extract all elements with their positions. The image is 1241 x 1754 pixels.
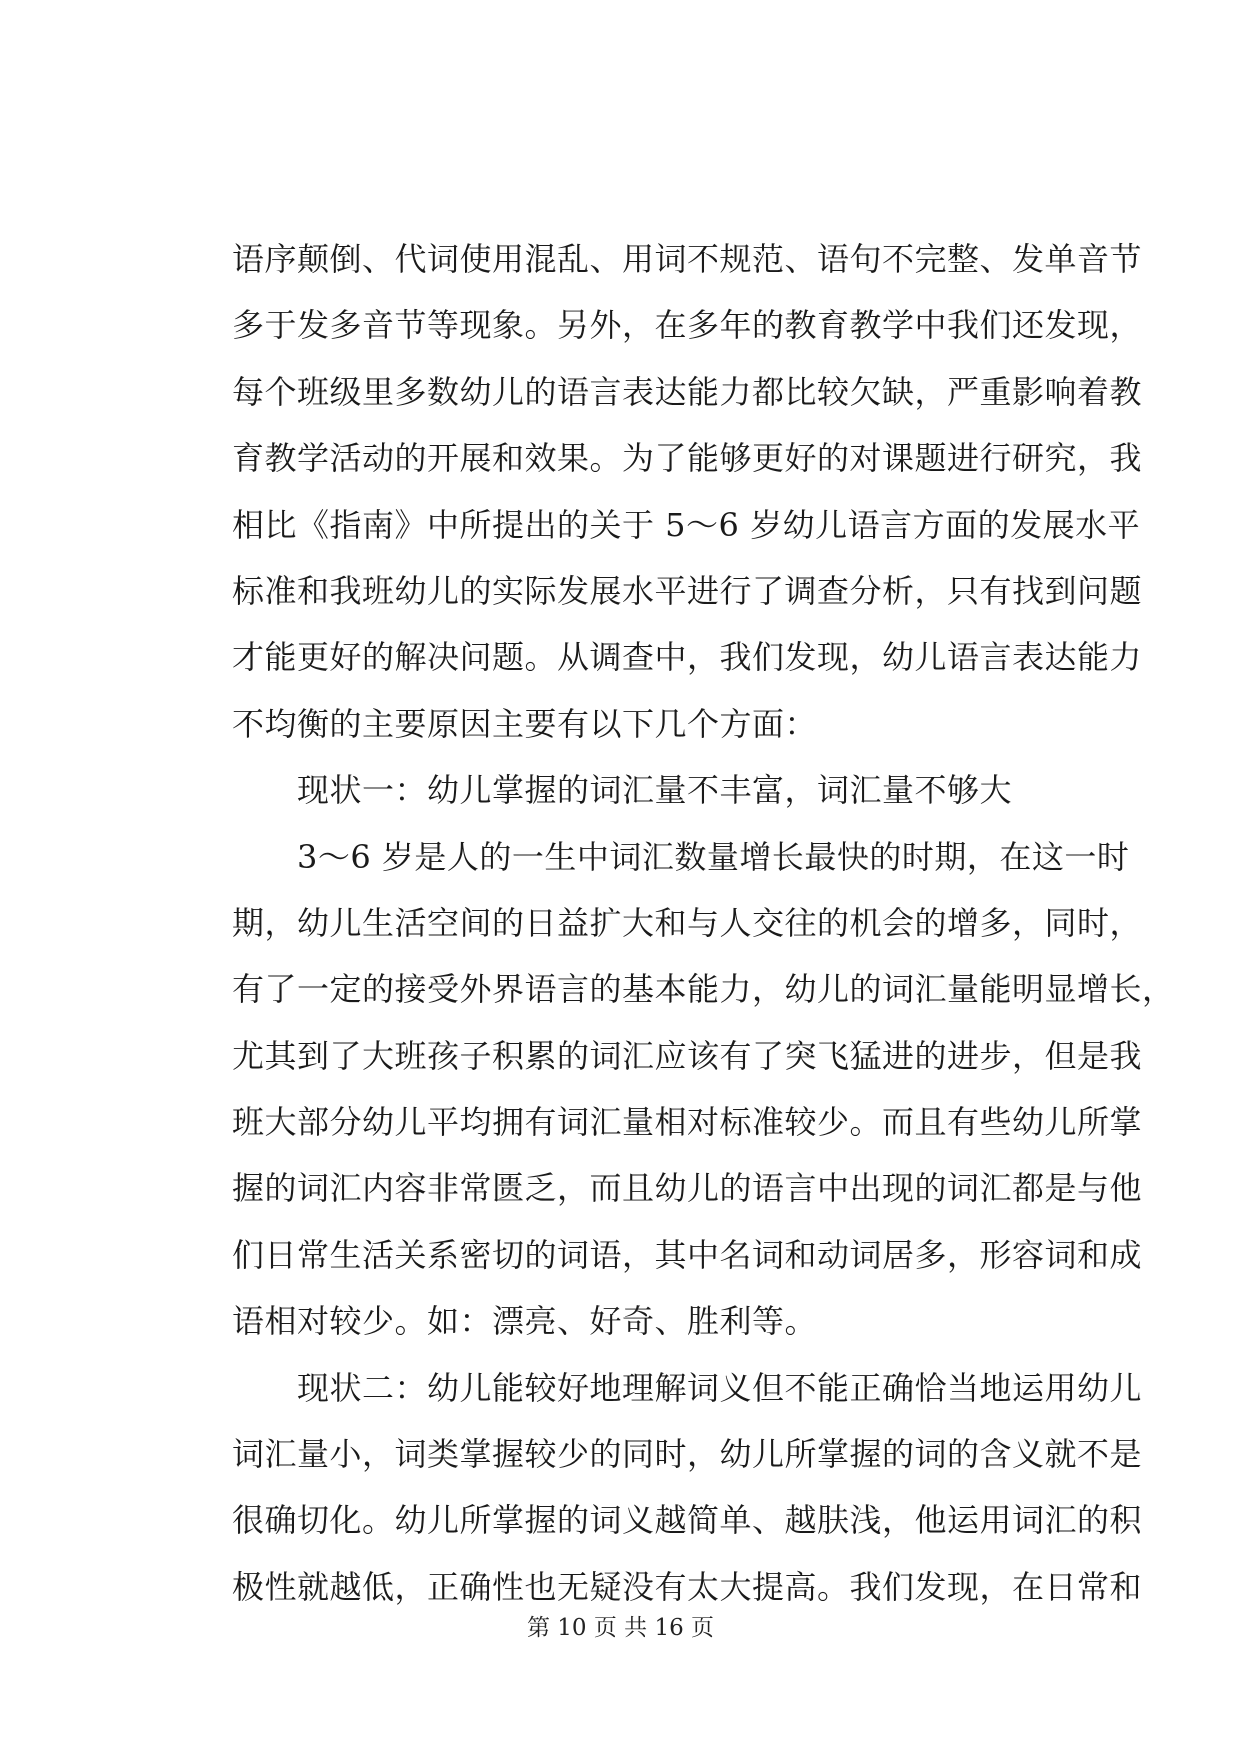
text-line: 才能更好的解决问题。从调查中，我们发现，幼儿语言表达能力 bbox=[232, 638, 1143, 677]
text-line: 现状一：幼儿掌握的词汇量不丰富，词汇量不够大 bbox=[232, 771, 1013, 810]
text-line: 相比《指南》中所提出的关于 5～6 岁幼儿语言方面的发展水平 bbox=[232, 505, 1141, 544]
text-line: 很确切化。幼儿所掌握的词义越简单、越肤浅，他运用词汇的积 bbox=[232, 1501, 1143, 1540]
text-line: 尤其到了大班孩子积累的词汇应该有了突飞猛进的进步，但是我 bbox=[232, 1036, 1143, 1075]
text-line: 握的词汇内容非常匮乏，而且幼儿的语言中出现的词汇都是与他 bbox=[232, 1169, 1143, 1208]
text-line: 班大部分幼儿平均拥有词汇量相对标准较少。而且有些幼儿所掌 bbox=[232, 1103, 1143, 1142]
text-line: 育教学活动的开展和效果。为了能够更好的对课题进行研究，我 bbox=[232, 439, 1143, 478]
text-line: 每个班级里多数幼儿的语言表达能力都比较欠缺，严重影响着教 bbox=[232, 372, 1143, 411]
text-line: 语序颠倒、代词使用混乱、用词不规范、语句不完整、发单音节 bbox=[232, 240, 1143, 278]
text-line: 词汇量小，词类掌握较少的同时，幼儿所掌握的词的含义就不是 bbox=[232, 1435, 1143, 1474]
page-footer: 第 10 页 共 16 页 bbox=[526, 1615, 715, 1641]
text-line: 多于发多音节等现象。另外，在多年的教育教学中我们还发现， bbox=[232, 306, 1143, 345]
body-text bbox=[232, 226, 1175, 1620]
text-line: 极性就越低，正确性也无疑没有太大提高。我们发现，在日常和 bbox=[232, 1567, 1143, 1606]
text-line: 们日常生活关系密切的词语，其中名词和动词居多，形容词和成 bbox=[232, 1235, 1143, 1274]
text-line: 期，幼儿生活空间的日益扩大和与人交往的机会的增多，同时， bbox=[232, 903, 1143, 942]
text-line: 3～6 岁是人的一生中词汇数量增长最快的时期，在这一时 bbox=[232, 837, 1130, 876]
text-line: 有了一定的接受外界语言的基本能力，幼儿的词汇量能明显增长， bbox=[232, 970, 1175, 1009]
text-line: 语相对较少。如：漂亮、好奇、胜利等。 bbox=[232, 1302, 818, 1341]
text-line: 标准和我班幼儿的实际发展水平进行了调查分析，只有找到问题 bbox=[232, 571, 1143, 610]
text-line: 现状二：幼儿能较好地理解词义但不能正确恰当地运用幼儿 bbox=[232, 1368, 1143, 1407]
text-line: 不均衡的主要原因主要有以下几个方面： bbox=[232, 704, 818, 743]
